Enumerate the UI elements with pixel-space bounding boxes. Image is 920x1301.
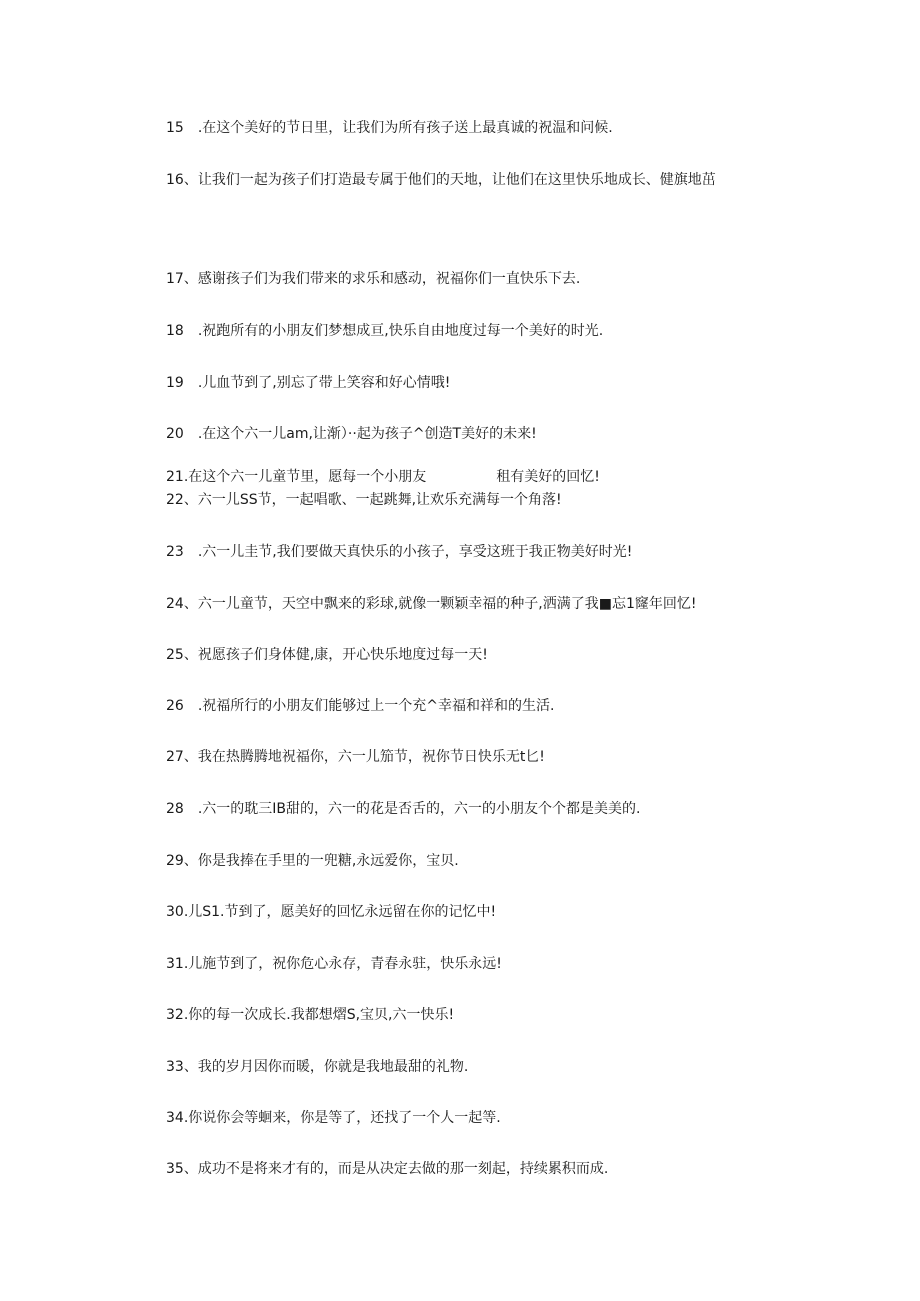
text-line: 21.在这个六一儿童节里，愿每一个小朋友 租有美好的回忆!	[166, 469, 600, 485]
text-line: 20 .在这个六一儿am,让渐）··起为孩子^创造T美好的未来!	[166, 426, 537, 442]
text-line: 31.儿施节到了，祝你危心永存，青春永驻，快乐永远!	[166, 956, 502, 972]
text-line: 35、成功不是将来才有的，而是从决定去做的那一刻起，持续累积而成.	[166, 1161, 609, 1177]
text-line: 19 .儿血节到了,别忘了带上笑容和好心情哦!	[166, 375, 451, 391]
text-line: 34.你说你会等蛔来，你是等了，还找了一个人一起等.	[166, 1110, 501, 1126]
text-line: 27、我在热腾腾地祝福你，六一儿笳节，祝你节日快乐无t匕!	[166, 749, 545, 765]
text-line: 26 .祝福所行的小朋友们能够过上一个充^幸福和祥和的生活.	[166, 698, 555, 714]
text-line: 25、祝愿孩子们身体健,康，开心快乐地度过每一天!	[166, 647, 488, 663]
text-line: 29、你是我捧在手里的一兜糖,永远爱你，宝贝.	[166, 853, 459, 869]
text-line: 32.你的每一次成长.我都想熠S,宝贝,六一快乐!	[166, 1007, 455, 1023]
text-line: 15 .在这个美好的节日里，让我们为所有孩子送上最真诚的祝温和问候.	[166, 120, 613, 136]
text-line: 18 .祝跑所有的小朋友们梦想成亘,快乐自由地度过每一个美好的时光.	[166, 323, 604, 339]
text-line: 17、感谢孩子们为我们带来的求乐和感动，祝福你们一直快乐下去.	[166, 271, 581, 287]
text-line: 23 .六一儿圭节,我们要做天真快乐的小孩子，享受这班于我正物美好时光!	[166, 544, 633, 560]
text-line: 22、六一儿SS节，一起唱歌、一起跳舞,让欢乐充满每一个角落!	[166, 492, 562, 508]
text-line: 24、六一儿童节，天空中飘来的彩球,就像一颗颖幸福的种子,洒满了我■忘1窿年回忆!	[166, 596, 697, 612]
text-line: 28 .六一的耽三IB甜的，六一的花是否舌的，六一的小朋友个个都是美美的.	[166, 801, 641, 817]
text-line: 16、让我们一起为孩子们打造最专属于他们的天地，让他们在这里快乐地成长、健旗地茁	[166, 172, 716, 188]
text-line: 30.儿S1.节到了，愿美好的回忆永远留在你的记忆中!	[166, 904, 497, 920]
text-line: 33、我的岁月因你而暖，你就是我地最甜的礼物.	[166, 1059, 469, 1075]
